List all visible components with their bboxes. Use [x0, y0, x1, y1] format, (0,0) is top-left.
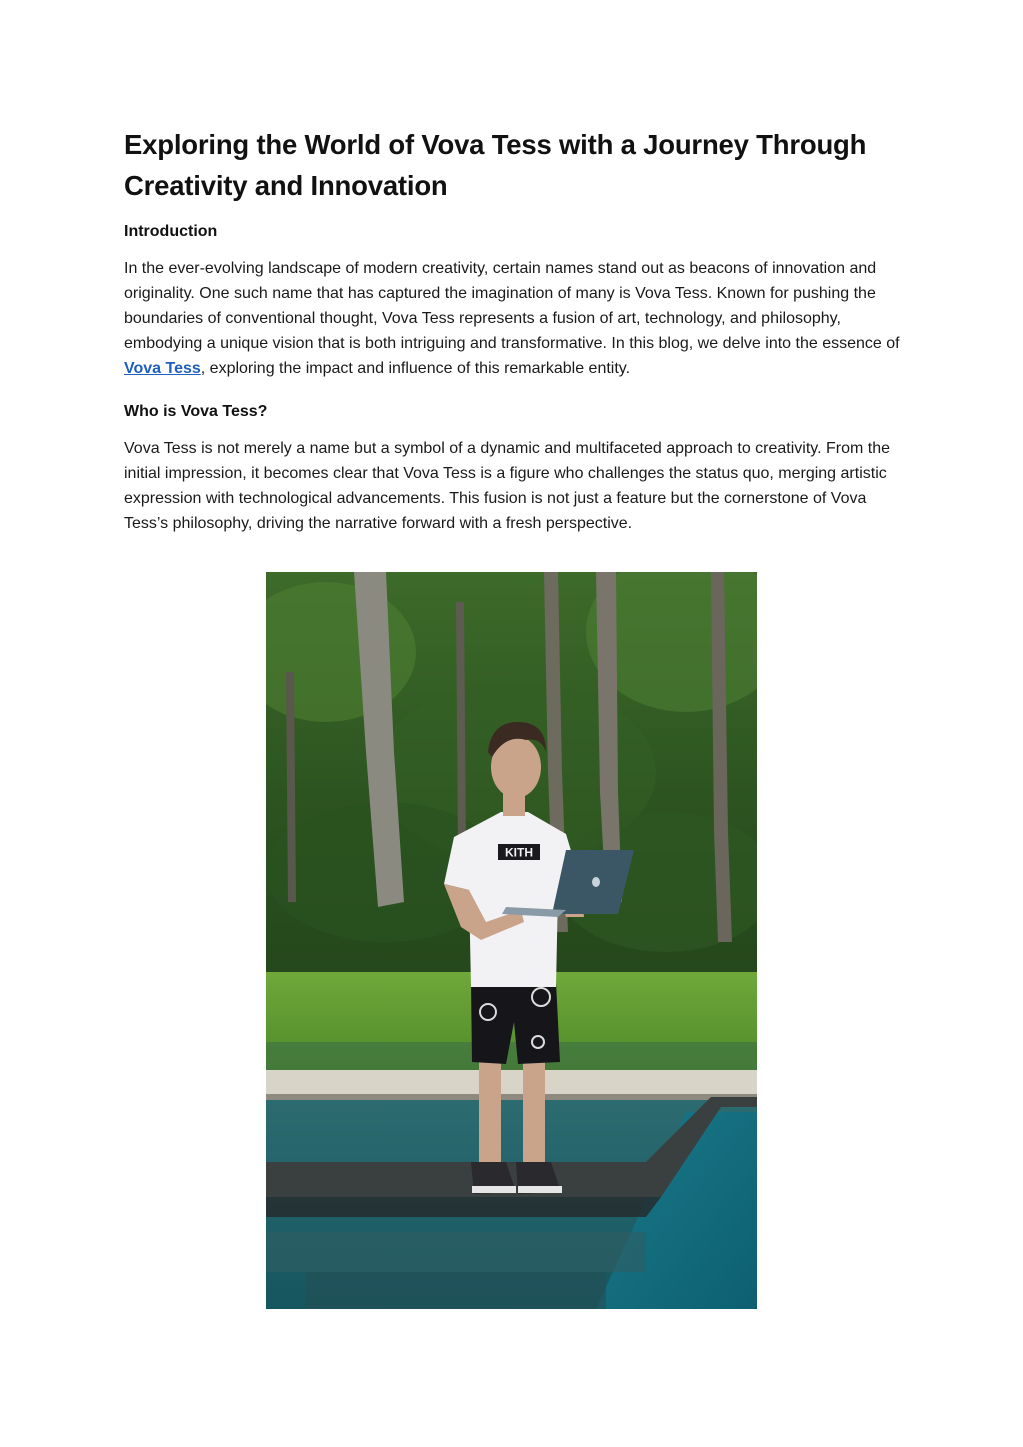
intro-text-before-link: In the ever-evolving landscape of modern creativity, certain names stand out as beacons of innovation and originality. One such name that has captured the imagination of many is Vova Tess. Known for pushing the boundaries of conventional thought, Vova Tess represents a fusion of art, technology, and philosophy, embodying a unique vision that is both intriguing and transformative. In this blog, we delve into the essence of: [124, 260, 900, 352]
who-paragraph: Vova Tess is not merely a name but a symbol of a dynamic and multifaceted approach to creativity. From the initial impression, it becomes clear that Vova Tess is a figure who challenges the status quo, merging artistic expression with technological advancements. This fusion is not just a feature but the cornerstone of Vova Tess’s philosophy, driving the narrative forward with a fresh perspective.: [124, 440, 890, 532]
intro-text-after-link: , exploring the impact and influence of this remarkable entity.: [200, 360, 631, 377]
intro-paragraph: [124, 256, 914, 381]
article: [124, 124, 914, 536]
article-photo: [266, 572, 757, 1309]
who-heading: Who is Vova Tess?: [124, 403, 268, 420]
vova-tess-link[interactable]: Vova Tess: [124, 360, 201, 377]
pool-edge: [266, 1070, 757, 1096]
intro-heading: Introduction: [124, 223, 218, 240]
shirt-logo: KITH: [505, 845, 533, 860]
article-title: Exploring the World of Vova Tess with a Journey Through Creativity and Innovation: [124, 129, 867, 201]
